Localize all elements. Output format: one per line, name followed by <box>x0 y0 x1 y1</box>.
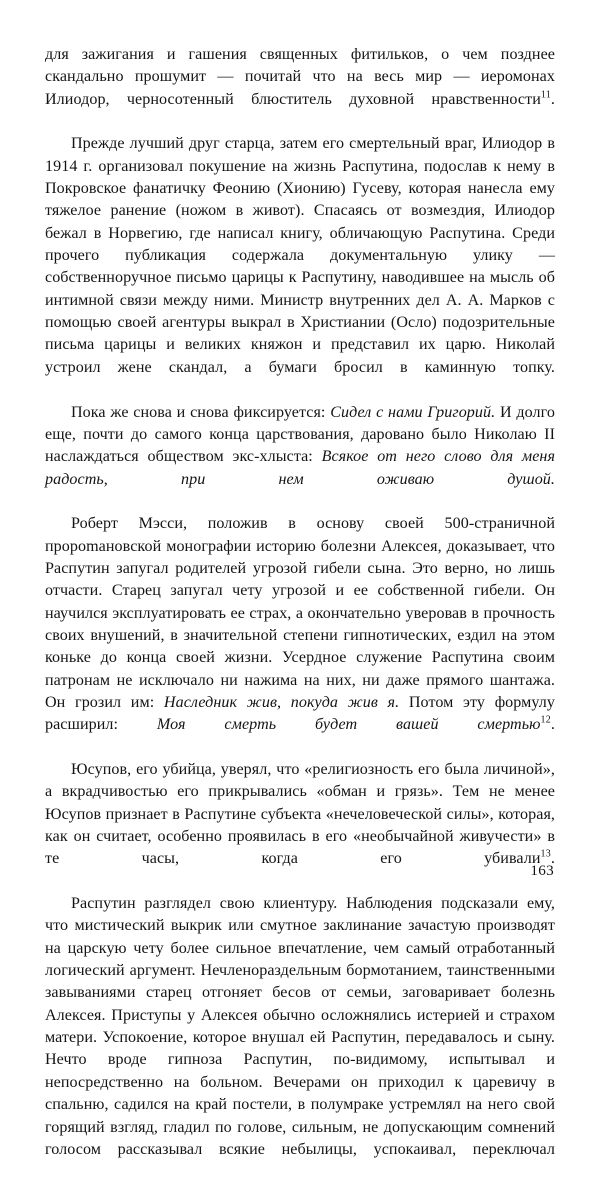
paragraph: для зажигания и гашения священных фитильков, о чем позднее скандально прошумит — почитай что на весь мир — иеромонах Илиодор, черносотенный блюститель духовной нравственности$^{11}$. <box>45 46 555 108</box>
footnote-marker: 12 <box>540 714 551 726</box>
paragraph: Роберт Мэсси, положив в основу своей 500-страничной прорomановской монографии историю болезни Алексея, доказывает, что Распутин запугал родителей угрозой гибели сына. Это верно, но лишь отчасти. Старец запугал чету угрозой и ее собственной гибели. Он научился эксплуатировать ее страх, а окончательно уверовав в прочность своих внушений, в значительной степени гипнотических, ездил на этом коньке до конца своей жизни. Усердное служение Распутина своим патронам не исключало ни нажима на них, ни даже прямого шантажа. Он грозил им: Наследник жив, покуда жив я. Потом эту формулу расширил: Моя смерть будет вашей смертью$^{12}$. <box>45 515 556 734</box>
paragraph: Распутин разглядел свою клиентуру. Наблюдения подсказали ему, что мистический выкрик или смутное заклинание зачастую производят на царскую чету более сильное впечатление, чем самый отработанный логический аргумент. Нечленораздельным бормотанием, таинственными завываниями старец отгоняет бесов от семьи, заговаривает болезнь Алексея. Приступы у Алексея обычно осложнялись истерией и страхом матери. Успокоение, которое внушал ей Распутин, передавалось и сыну. Нечто вроде гипноза Распутин, по-видимому, испытывал и непосредственно на больном. Вечерами он приходил к царевичу в спальню, садился на край постели, в полумраке устремлял на него свой горящий взгляд, гладил по голове, сильным, не допускающим сомнений голосом рассказывал всякие небылицы, успокаивал, переключал <box>45 895 555 1158</box>
italic-quote: Наследник жив, покуда жив я. <box>163 693 400 711</box>
footnote-marker: 13 <box>540 849 551 861</box>
paragraph: Юсупов, его убийца, уверял, что «религиозность его была личиной», а вкрадчивостью его прикрывались «обман и грязь». Тем не менее Юсупов признает в Распутине субъекта «нечеловеческой силы», которая, как он считает, особенно проявилась в его «необычайной живучести» в те часы, когда его убивали$^{13}$. <box>45 761 555 868</box>
page-text-column <box>45 44 555 1184</box>
italic-quote: Сидел с нами Григорий. <box>330 403 496 421</box>
page-number: 163 <box>530 861 554 879</box>
footnote-marker: 11 <box>540 89 551 101</box>
paragraph: Прежде лучший друг старца, затем его смертельный враг, Илиодор в 1914 г. организовал покушение на жизнь Распутина, подослав к нему в Покровское фанатичку Феонию (Хионию) Гусеву, которая нанесла ему тяжелое ранение (ножом в живот). Спасаясь от возмездия, Илиодор бежал в Норвегию, где написал книгу, обличающую Распутина. Среди прочего публикация содержала документальную улику — собственноручное письмо царицы к Распутину, наводившее на мысль об интимной связи между ними. Министр внутренних дел А. А. Марков с помощью своей агентуры выкрал в Христиании (Осло) подозрительные письма царицы и великих княжон и представил их царю. Николай устроил жене скандал, а бумаги бросил в каминную топку. <box>45 135 555 376</box>
italic-quote: Всякое от него слово для меня радость, при нем оживаю душой. <box>45 448 555 488</box>
paragraph: Пока же снова и снова фиксируется: Сидел с нами Григорий. И долго еще, почти до самого конца царствования, даровано было Николаю II наслаждаться обществом экс-хлыста: Всякое от него слово для меня радость, при нем оживаю душой. <box>45 403 555 488</box>
italic-quote: Моя смерть будет вашей смертью <box>156 716 541 734</box>
